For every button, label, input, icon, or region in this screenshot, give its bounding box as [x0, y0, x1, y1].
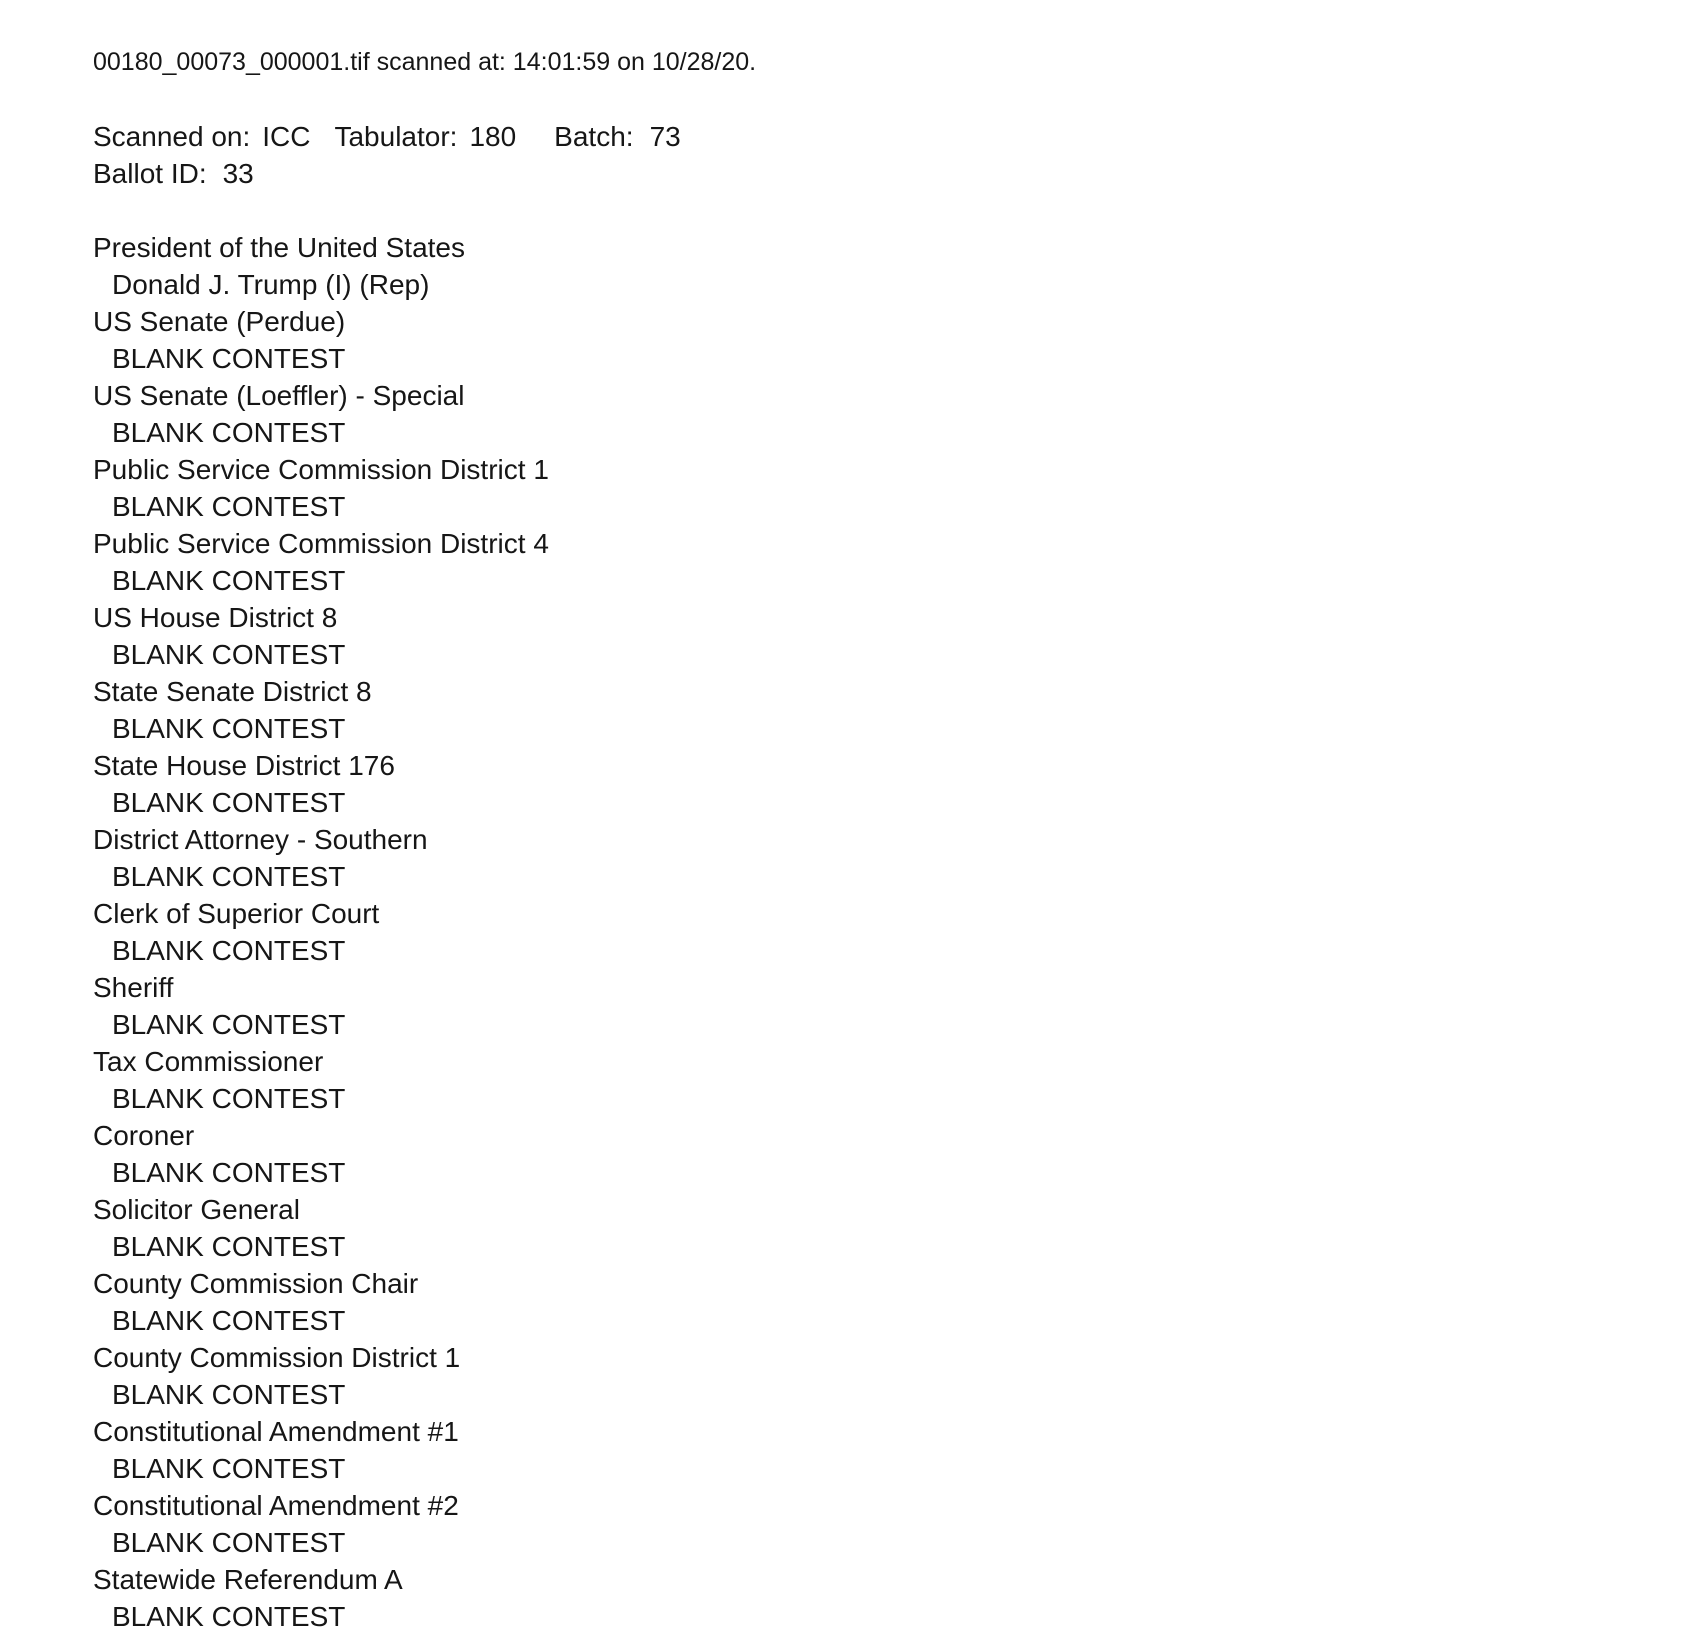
contest-name: Tax Commissioner	[93, 1046, 324, 1077]
contest-list	[93, 229, 1668, 1635]
contest-name: Coroner	[93, 1120, 195, 1151]
contest-selection: BLANK CONTEST	[112, 1453, 346, 1484]
contest-selection: BLANK CONTEST	[112, 935, 346, 966]
contest-name: President of the United States	[93, 232, 465, 263]
contest-name: Public Service Commission District 4	[93, 528, 549, 559]
spacer	[93, 81, 1668, 118]
contest-selection: BLANK CONTEST	[112, 1083, 346, 1114]
contest-selection: BLANK CONTEST	[112, 565, 346, 596]
scanner-value: ICC	[262, 121, 311, 152]
scanner-label: Scanned on:	[93, 121, 251, 152]
contest-selection: BLANK CONTEST	[112, 491, 346, 522]
contest-selection: BLANK CONTEST	[112, 713, 346, 744]
contest-name: County Commission Chair	[93, 1268, 419, 1299]
contest-selection: BLANK CONTEST	[112, 787, 346, 818]
contest-name: US Senate (Perdue)	[93, 306, 346, 337]
machine-info-line	[93, 118, 1668, 155]
contest-name: County Commission District 1	[93, 1342, 461, 1373]
batch-value: 73	[649, 121, 681, 152]
contest-selection: BLANK CONTEST	[112, 343, 346, 374]
contest-name: Solicitor General	[93, 1194, 300, 1225]
ballot-id-line	[93, 155, 1668, 192]
scan-info-line: 00180_00073_000001.tif scanned at: 14:01:59 on 10/28/20.	[93, 48, 757, 76]
tabulator-group	[334, 121, 516, 152]
contest-selection: BLANK CONTEST	[112, 861, 346, 892]
contest-name: State House District 176	[93, 750, 395, 781]
contest-name: US Senate (Loeffler) - Special	[93, 380, 465, 411]
contest-selection: BLANK CONTEST	[112, 1379, 346, 1410]
batch-label: Batch:	[554, 121, 634, 152]
contest-selection: Donald J. Trump (I) (Rep)	[112, 269, 430, 300]
contest-selection: BLANK CONTEST	[112, 1305, 346, 1336]
contest-selection: BLANK CONTEST	[112, 417, 346, 448]
contest-name: District Attorney - Southern	[93, 824, 428, 855]
contest-name: US House District 8	[93, 602, 338, 633]
contest-selection: BLANK CONTEST	[112, 1157, 346, 1188]
ballot-id-value: 33	[222, 158, 254, 189]
contest-name: Constitutional Amendment #1	[93, 1416, 459, 1447]
contest-name: State Senate District 8	[93, 676, 372, 707]
scanner-group	[93, 121, 310, 152]
contest-selection: BLANK CONTEST	[112, 639, 346, 670]
contest-name: Sheriff	[93, 972, 174, 1003]
contest-name: Statewide Referendum A	[93, 1564, 403, 1595]
contest-selection: BLANK CONTEST	[112, 1009, 346, 1040]
spacer	[93, 192, 1668, 229]
contest-name: Clerk of Superior Court	[93, 898, 380, 929]
contest-selection: BLANK CONTEST	[112, 1231, 346, 1262]
batch-group	[554, 121, 681, 152]
tabulator-value: 180	[469, 121, 517, 152]
tabulator-label: Tabulator:	[334, 121, 458, 152]
contest-name: Constitutional Amendment #2	[93, 1490, 459, 1521]
contest-selection: BLANK CONTEST	[112, 1601, 346, 1632]
contest-selection: BLANK CONTEST	[112, 1527, 346, 1558]
contest-name: Public Service Commission District 1	[93, 454, 549, 485]
ballot-id-label: Ballot ID:	[93, 158, 207, 189]
